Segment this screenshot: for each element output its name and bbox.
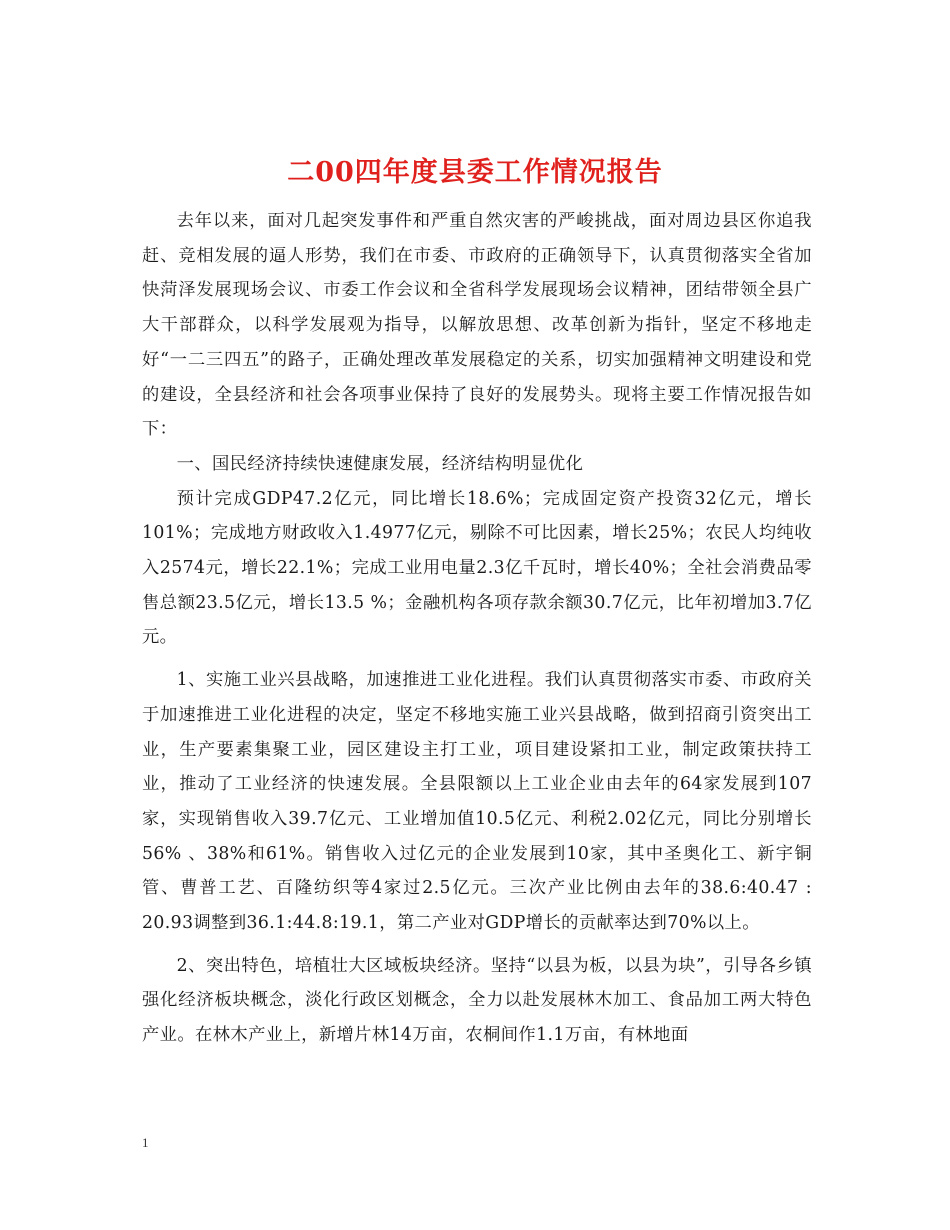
paragraph-economic-figures: 预计完成GDP47.2亿元，同比增长18.6%；完成固定资产投资32亿元，增长101%；完成地方财政收入1.4977亿元，剔除不可比因素，增长25%；农民人均纯收入2574元，增长22.1%；完成工业用电量2.3亿千瓦时，增长40%；全社会消费品零售总额23.5亿元，增长13.5 %；金融机构各项存款余额30.7亿元，比年初增加3.7亿元。 [142, 488, 812, 648]
paragraph-industry: 1、实施工业兴县战略，加速推进工业化进程。我们认真贯彻落实市委、市政府关于加速推进工业化进程的决定，坚定不移地实施工业兴县战略，做到招商引资突出工业，生产要素集聚工业，园区建设主打工业，项目建设紧扣工业，制定政策扶持工业，推动了工业经济的快速发展。全县限额以上工业企业由去年的64家发展到107家，实现销售收入39.7亿元、工业增加值10.5亿元、利税2.02亿元，同比分别增长56% 、38%和61%。销售收入过亿元的企业发展到10家，其中圣奥化工、新宇铜管、曹普工艺、百隆纺织等4家过2.5亿元。三次产业比例由去年的38.6:40.47 : 20.93调整到36.1:44.8:19.1，第二产业对GDP增长的贡献率达到70%以上。 [142, 670, 812, 934]
document-title: 二00四年度县委工作情况报告 [287, 157, 663, 189]
document-body [142, 204, 812, 1053]
section-heading: 一、国民经济持续快速健康发展，经济结构明显优化 [176, 453, 584, 474]
page-number: 1 [142, 1135, 149, 1150]
paragraph-regional-economy: 2、突出特色，培植壮大区域板块经济。坚持“以县为板，以县为块”，引导各乡镇强化经济板块概念，淡化行政区划概念，全力以赴发展林木加工、食品加工两大特色产业。在林木产业上，新增片林14万亩，农桐间作1.1万亩，有林地面 [142, 955, 812, 1046]
paragraph-intro: 去年以来，面对几起突发事件和严重自然灾害的严峻挑战，面对周边县区你追我赶、竞相发展的逼人形势，我们在市委、市政府的正确领导下，认真贯彻落实全省加快菏泽发展现场会议、市委工作会议和全省科学发展现场会议精神，团结带领全县广大干部群众，以科学发展观为指导，以解放思想、改革创新为指针，坚定不移地走好“一二三四五”的路子，正确处理改革发展稳定的关系，切实加强精神文明建设和党的建设，全县经济和社会各项事业保持了良好的发展势头。现将主要工作情况报告如下： [142, 211, 812, 440]
